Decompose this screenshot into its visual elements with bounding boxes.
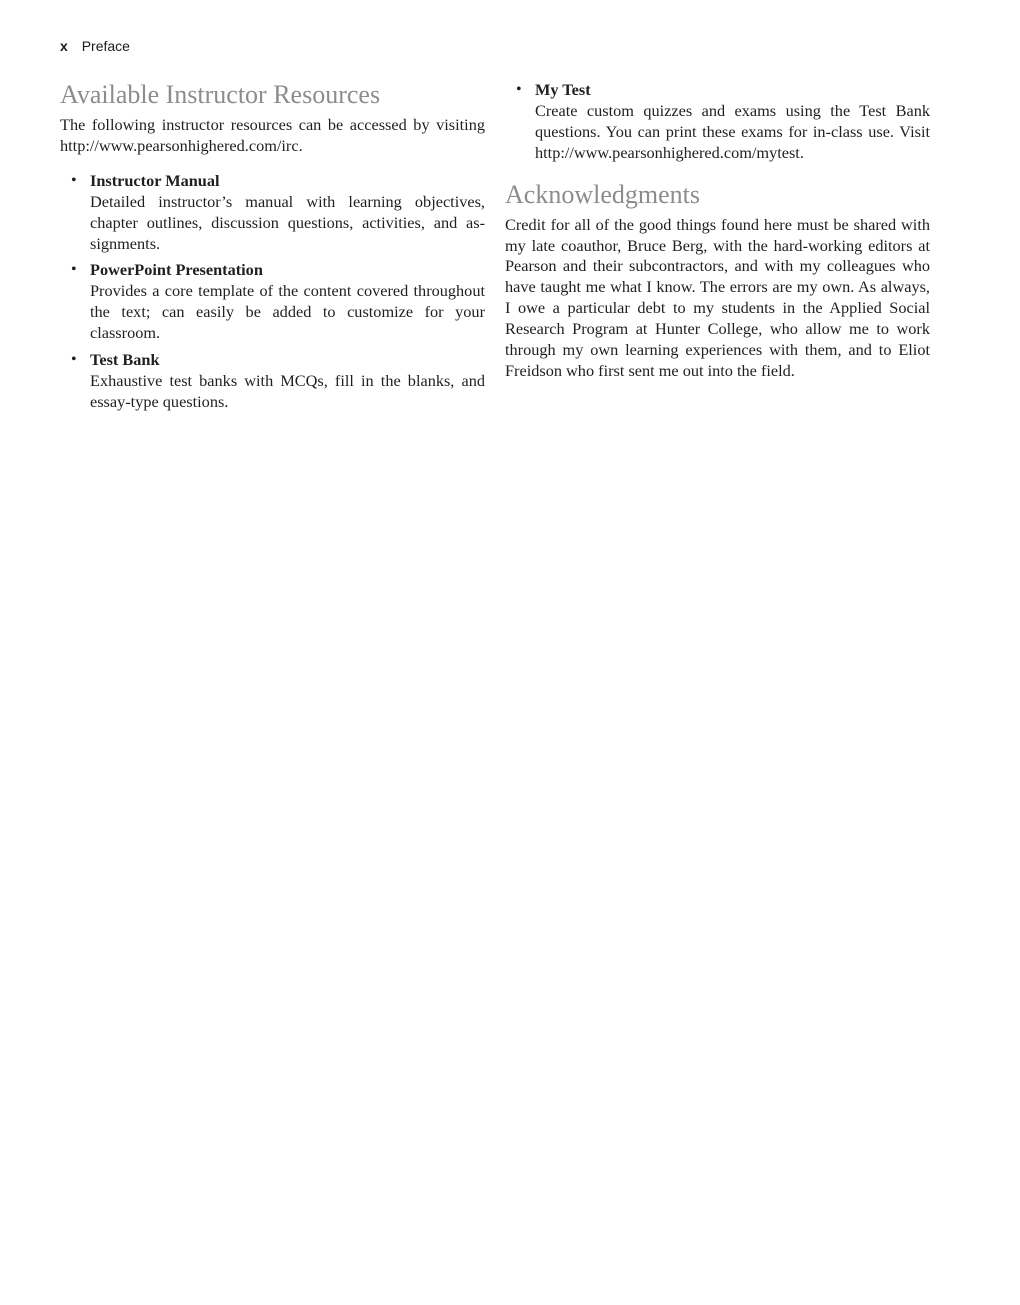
list-item-description: Detailed instructor’s manual with learning objectives, chapter outlines, discussion questions, activities, and assignments. [90,191,485,253]
left-column [60,78,485,419]
list-item-my-test [505,80,930,164]
instructor-resources-intro: The following instructor resources can be accessed by visiting http://www.pearsonhighered.com/irc. [60,115,485,155]
instructor-resources-list-continued [505,80,930,164]
instructor-resources-heading: Available Instructor Resources [60,80,381,109]
list-item-description: Exhaustive test banks with MCQs, fill in the blanks, and essay-type questions. [90,370,485,411]
running-head-title: Preface [81,38,130,54]
list-item-powerpoint [60,260,485,344]
list-item-title: Test Bank [90,350,160,370]
bullet-icon: • [71,171,77,189]
acknowledgments-body: Credit for all of the good things found here must be shared with my late coauthor, Bruce Berg, with the hard-working editors at Pearson and their subcontractors, and with my colleagues who have taught me what I know. The errors are my own. As always, I owe a particular debt to my students in the Applied Social Research Program at Hunter College, who allow me to work through my own learning experiences with them, and to Eliot Freidson who first sent me out into the field. [505,214,930,380]
list-item-description: Provides a core template of the content covered throughout the text; can easily be added to customize for your classroom. [90,281,485,343]
bullet-icon: • [71,261,77,279]
list-item-title: PowerPoint Presentation [90,260,263,280]
acknowledgments-heading: Acknowledgments [505,179,700,209]
bullet-icon: • [71,351,77,369]
instructor-resources-list [60,171,485,413]
list-item-title: Instructor Manual [90,170,220,190]
list-item-instructor-manual [60,171,485,255]
running-head [60,37,130,55]
list-item-title: My Test [535,80,591,99]
bullet-icon: • [516,81,522,98]
list-item-description: Create custom quizzes and exams using the Test Bank questions. You can print these exams for in-class use. Visit http://www.pearsonhighered.com/mytest. [535,100,930,162]
right-column [505,78,930,382]
list-item-test-bank [60,350,485,413]
page-number: x [60,38,68,54]
